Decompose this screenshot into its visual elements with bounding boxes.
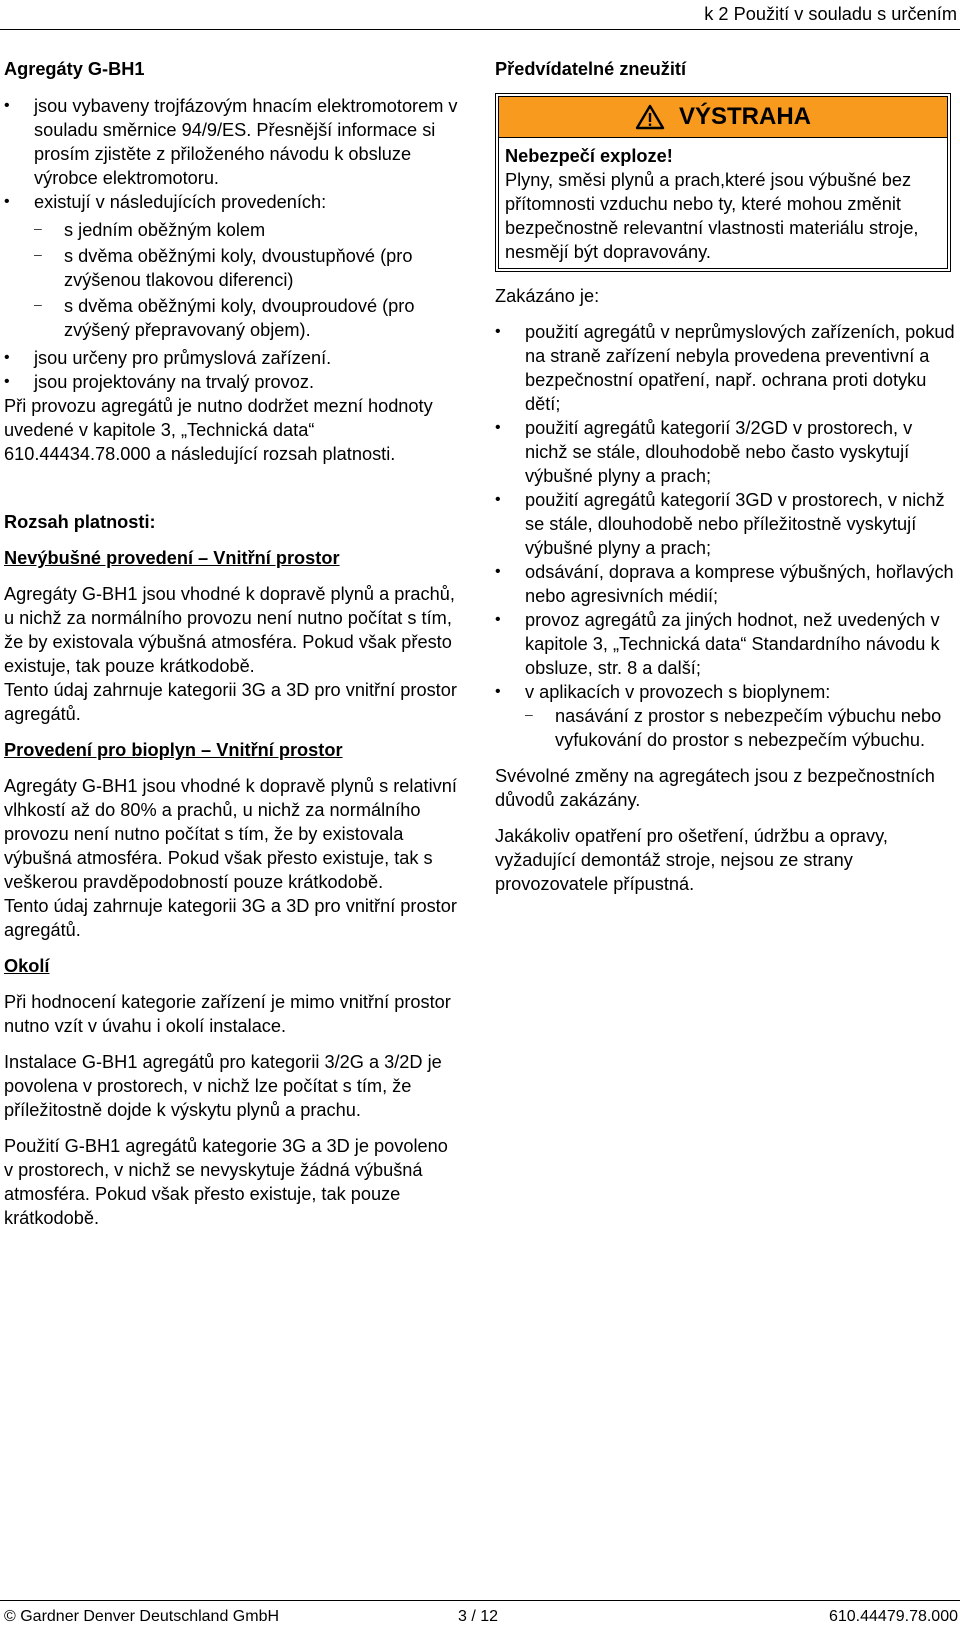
list-item: • provoz agregátů za jiných hodnot, než uvedených v kapitole 3, „Technická data“ Standardního návodu k obsluze, str. 8 a další; — [495, 608, 955, 680]
nonexplosive-paragraph: Agregáty G-BH1 jsou vhodné k dopravě plynů a prachů, u nichž za normálního provozu není nutno počítat s tím, že by existovala výbušná atmosféra. Pokud však přesto existuje, tak pouze krátkodobě. — [4, 584, 455, 676]
environment-paragraph-1: Při hodnocení kategorie zařízení je mimo vnitřní prostor nutno vzít v úvahu i okolí instalace. — [4, 992, 451, 1036]
warning-text: Plyny, směsi plynů a prach,které jsou výbušné bez přítomnosti vzduchu nebo ty, které mohou změnit bezpečnostně relevantní vlastnosti materiálu stroje, nesmějí být dopravovány. — [505, 170, 919, 262]
list-item: • existují v následujících provedeních: — [4, 190, 459, 214]
list-item: – s dvěma oběžnými koly, dvoustupňové (pro zvýšenou tlakovou diferenci) — [34, 244, 459, 292]
warning-box — [495, 93, 951, 272]
warning-triangle-icon — [635, 104, 665, 130]
list-item: • jsou projektovány na trvalý provoz. — [4, 370, 459, 394]
footer-divider — [0, 1600, 960, 1601]
footer-page-number: 3 / 12 — [458, 1608, 499, 1625]
nonexplosive-title: Nevýbušné provedení – Vnitřní prostor — [4, 548, 340, 568]
list-item: • použití agregátů v neprůmyslových zařízeních, pokud na straně zařízení nebyla provedena preventivní a bezpečnostní opatření, např. ochrana proti dotyku dětí; — [495, 320, 955, 416]
environment-title: Okolí — [4, 956, 50, 976]
warning-danger: Nebezpečí exploze! — [505, 146, 673, 166]
list-item: – s dvěma oběžnými koly, dvouproudové (pro zvýšený přepravovaný objem). — [34, 294, 459, 342]
variant-list — [34, 218, 459, 342]
list-item: • odsávání, doprava a komprese výbušných, hořlavých nebo agresivních médií; — [495, 560, 955, 608]
forbidden-list — [495, 320, 955, 704]
feature-list-2 — [4, 346, 459, 394]
footer-company: © Gardner Denver Deutschland GmbH — [4, 1608, 280, 1625]
environment-paragraph-3: Použití G-BH1 agregátů kategorie 3G a 3D je povoleno v prostorech, v nichž se nevyskytuje žádná výbušná atmosféra. Pokud však přesto existuje, tak pouze krátkodobě. — [4, 1136, 448, 1228]
forbidden-label: Zakázáno je: — [495, 286, 600, 306]
intro-paragraph: Při provozu agregátů je nutno dodržet mezní hodnoty uvedené v kapitole 3, „Technická data“ 610.44434.78.000 a následující rozsah platnosti. — [4, 396, 433, 464]
biogas-title: Provedení pro bioplyn – Vnitřní prostor — [4, 740, 343, 760]
environment-paragraph-2: Instalace G-BH1 agregátů pro kategorii 3/2G a 3/2D je povolena v prostorech, v nichž lze počítat s tím, že příležitostně dojde k výskytu plynů a prachu. — [4, 1052, 442, 1120]
left-column — [4, 57, 459, 1230]
warning-header — [499, 97, 947, 138]
warning-body — [499, 138, 947, 268]
biogas-paragraph: Agregáty G-BH1 jsou vhodné k dopravě plynů s relativní vlhkostí až do 80% a prachů, u nichž za normálního provozu není nutno počítat s tím, že by existovala výbušná atmosféra. Pokud však přesto existuje, tak s veškerou pravděpodobností pouze krátkodobě. — [4, 776, 457, 892]
right-column — [495, 57, 955, 896]
list-item: – s jedním oběžným kolem — [34, 218, 459, 242]
forbidden-sublist — [525, 704, 955, 752]
section-title-agregaty: Agregáty G-BH1 — [4, 59, 145, 79]
nonexplosive-note: Tento údaj zahrnuje kategorii 3G a 3D pro vnitřní prostor agregátů. — [4, 680, 457, 724]
warning-label: VÝSTRAHA — [678, 103, 811, 130]
feature-list — [4, 94, 459, 214]
list-item: • jsou určeny pro průmyslová zařízení. — [4, 346, 459, 370]
list-item: • jsou vybaveny trojfázovým hnacím elektromotorem v souladu směrnice 94/9/ES. Přesnější informace si prosím zjistěte z přiloženého návodu k obsluze výrobce elektromotoru. — [4, 94, 459, 190]
biogas-note: Tento údaj zahrnuje kategorii 3G a 3D pro vnitřní prostor agregátů. — [4, 896, 457, 940]
scope-title: Rozsah platnosti: — [4, 512, 156, 532]
footer-doc-number: 610.44479.78.000 — [828, 1608, 958, 1625]
maintenance-paragraph: Jakákoliv opatření pro ošetření, údržbu a opravy, vyžadující demontáž stroje, nejsou ze strany provozovatele přípustná. — [495, 826, 888, 894]
header-divider — [0, 29, 960, 30]
page-header-section: k 2 Použití v souladu s určením — [704, 4, 957, 24]
list-item: • použití agregátů kategorií 3GD v prostorech, v nichž se stále, dlouhodobě nebo příležitostně vyskytují výbušné plyny a prach; — [495, 488, 955, 560]
list-item: • v aplikacích v provozech s bioplynem: — [495, 680, 955, 704]
changes-paragraph: Svévolné změny na agregátech jsou z bezpečnostních důvodů zakázány. — [495, 766, 935, 810]
list-item: • použití agregátů kategorií 3/2GD v prostorech, v nichž se stále, dlouhodobě nebo často vyskytují výbušné plyny a prach; — [495, 416, 955, 488]
list-item: – nasávání z prostor s nebezpečím výbuchu nebo vyfukování do prostor s nebezpečím výbuchu. — [525, 704, 955, 752]
misuse-title: Předvídatelné zneužití — [495, 59, 687, 79]
